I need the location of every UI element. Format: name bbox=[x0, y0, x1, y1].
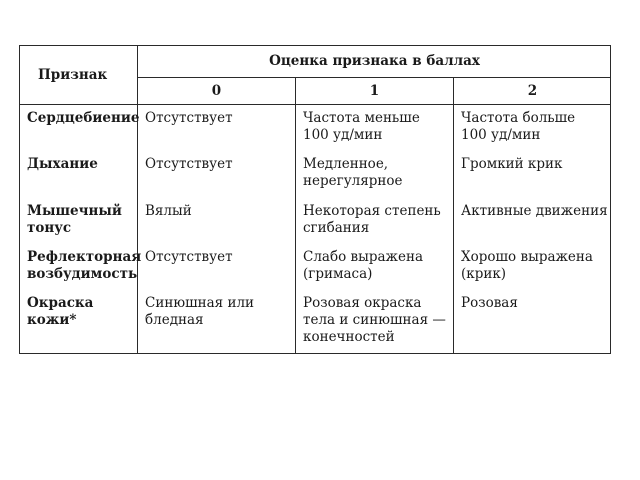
row-breathing-sign: Дыхание bbox=[27, 156, 98, 172]
row-muscle-tone-score-2: Активные движения bbox=[461, 203, 608, 219]
row-muscle-tone-sign: Мышечный тонус bbox=[27, 203, 122, 236]
header-score-1: 1 bbox=[369, 83, 380, 99]
row-heartbeat-sign: Сердцебиение bbox=[27, 110, 140, 126]
header-score-2: 2 bbox=[527, 83, 538, 99]
col-divider-0 bbox=[295, 77, 296, 354]
row-muscle-tone-score-0: Вялый bbox=[145, 203, 192, 219]
row-breathing-score-0: Отсутствует bbox=[145, 156, 233, 172]
row-heartbeat-score-2: Частота больше 100 уд/мин bbox=[461, 110, 576, 143]
row-reflex-score-2: Хорошо выражена (крик) bbox=[461, 249, 593, 282]
header-score-group: Оценка признака в баллах bbox=[269, 53, 480, 69]
row-heartbeat-score-0: Отсутствует bbox=[145, 110, 233, 126]
header-score-0: 0 bbox=[211, 83, 222, 99]
col-divider-1 bbox=[453, 77, 454, 354]
header-bottom-divider bbox=[20, 104, 611, 105]
row-muscle-tone-score-1: Некоторая степень сгибания bbox=[303, 203, 441, 236]
row-reflex-score-1: Слабо выражена (гримаса) bbox=[303, 249, 423, 282]
header-group-divider bbox=[137, 77, 611, 78]
row-skin-color-score-1: Розовая окраска тела и синюшная — конечностей bbox=[303, 295, 446, 345]
row-breathing-score-1: Медленное, нерегулярное bbox=[303, 156, 403, 189]
row-reflex-sign: Рефлекторная возбудимость bbox=[27, 249, 142, 282]
row-reflex-score-0: Отсутствует bbox=[145, 249, 233, 265]
row-skin-color-sign: Окраска кожи* bbox=[27, 295, 94, 328]
row-skin-color-score-2: Розовая bbox=[461, 295, 518, 311]
header-sign: Признак bbox=[38, 67, 108, 83]
apgar-table bbox=[19, 45, 611, 354]
row-skin-color-score-0: Синюшная или бледная bbox=[145, 295, 255, 328]
row-heartbeat-score-1: Частота меньше 100 уд/мин bbox=[303, 110, 420, 143]
row-breathing-score-2: Громкий крик bbox=[461, 156, 563, 172]
